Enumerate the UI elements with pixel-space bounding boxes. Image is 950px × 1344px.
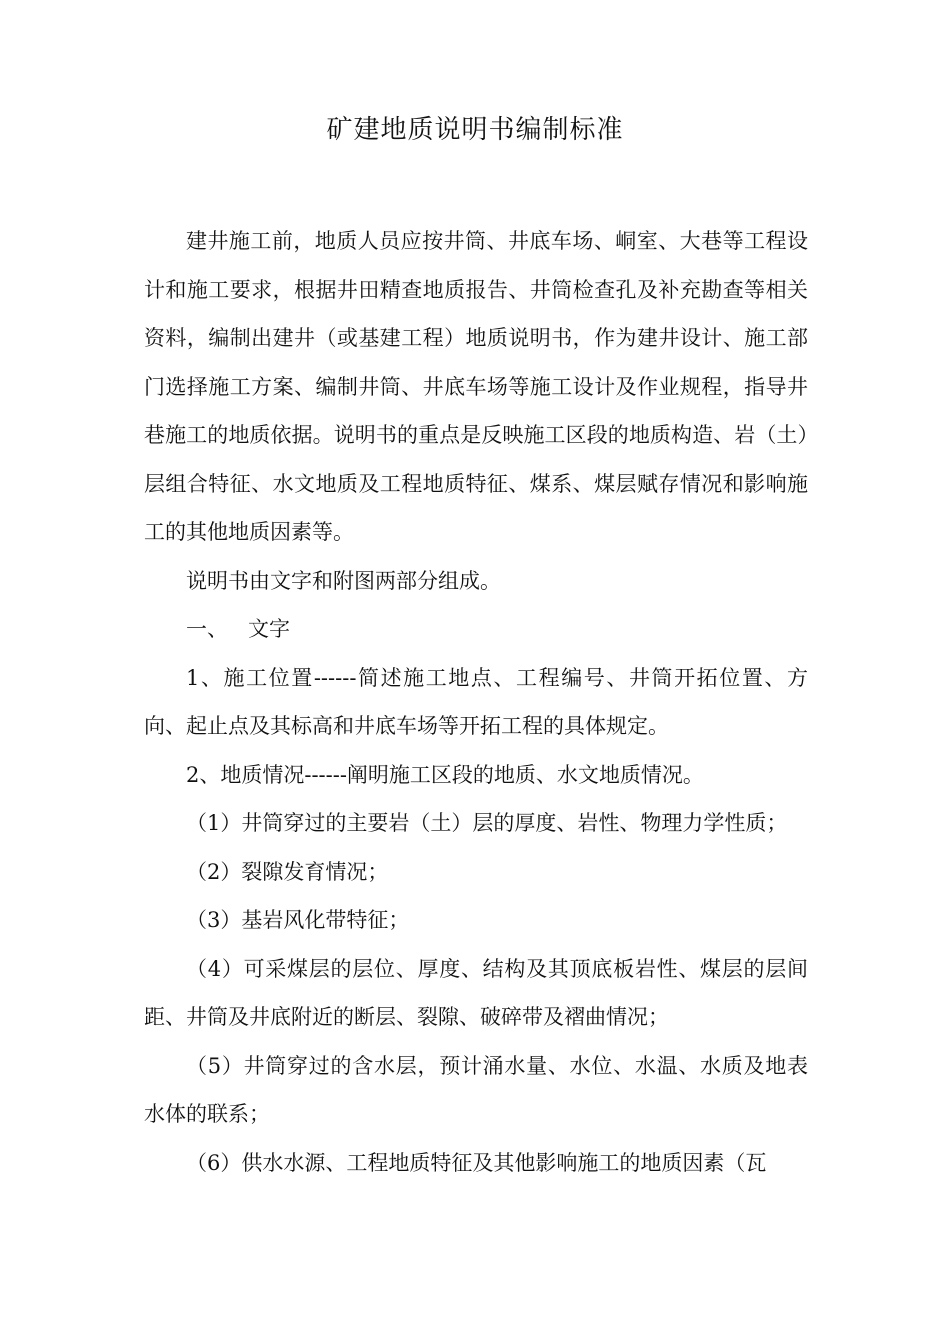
section-number: 一、 [186,617,228,641]
subitem-strata: （1）井筒穿过的主要岩（土）层的厚度、岩性、物理力学性质； [186,811,788,835]
page-title: 矿建地质说明书编制标准 [326,115,624,145]
subitem-water-supply: （6）供水水源、工程地质特征及其他影响施工的地质因素（瓦 [186,1150,767,1175]
section-label: 文字 [248,617,291,641]
intro-paragraph: 建井施工前，地质人员应按井筒、井底车场、峒室、大巷等工程设计和施工要求，根据井田精查地质报告、井筒检查孔及补充勘查等相关资料，编制出建井（或基建工程）地质说明书，作为建井设计、施工部门选择施工方案、编制井筒、井底车场等施工设计及作业规程，指导井巷施工的地质依据。说明书的重点是反映施工区段的地质构造、岩（土）层组合特征、水文地质及工程地质特征、煤系、煤层赋存情况和影响施工的其他地质因素等。 [144,229,808,544]
subitem-aquifers: （5）井筒穿过的含水层，预计涌水量、水位、水温、水质及地表水体的联系； [144,1053,808,1126]
subitem-weathering-zone: （3）基岩风化带特征； [186,908,410,932]
item-construction-location: 1、施工位置------简述施工地点、工程编号、井筒开拓位置、方向、起止点及其标高和井底车场等开拓工程的具体规定。 [144,665,808,738]
document-body [144,217,808,1187]
subitem-coal-seams: （4）可采煤层的层位、厚度、结构及其顶底板岩性、煤层的层间距、井筒及井底附近的断层、裂隙、破碎带及褶曲情况； [144,956,808,1029]
composition-paragraph: 说明书由文字和附图两部分组成。 [186,568,501,593]
subitem-fractures: （2）裂隙发育情况； [186,859,389,884]
item-geological-conditions: 2、地质情况------阐明施工区段的地质、水文地质情况。 [186,762,704,787]
section-heading-text [144,605,808,654]
